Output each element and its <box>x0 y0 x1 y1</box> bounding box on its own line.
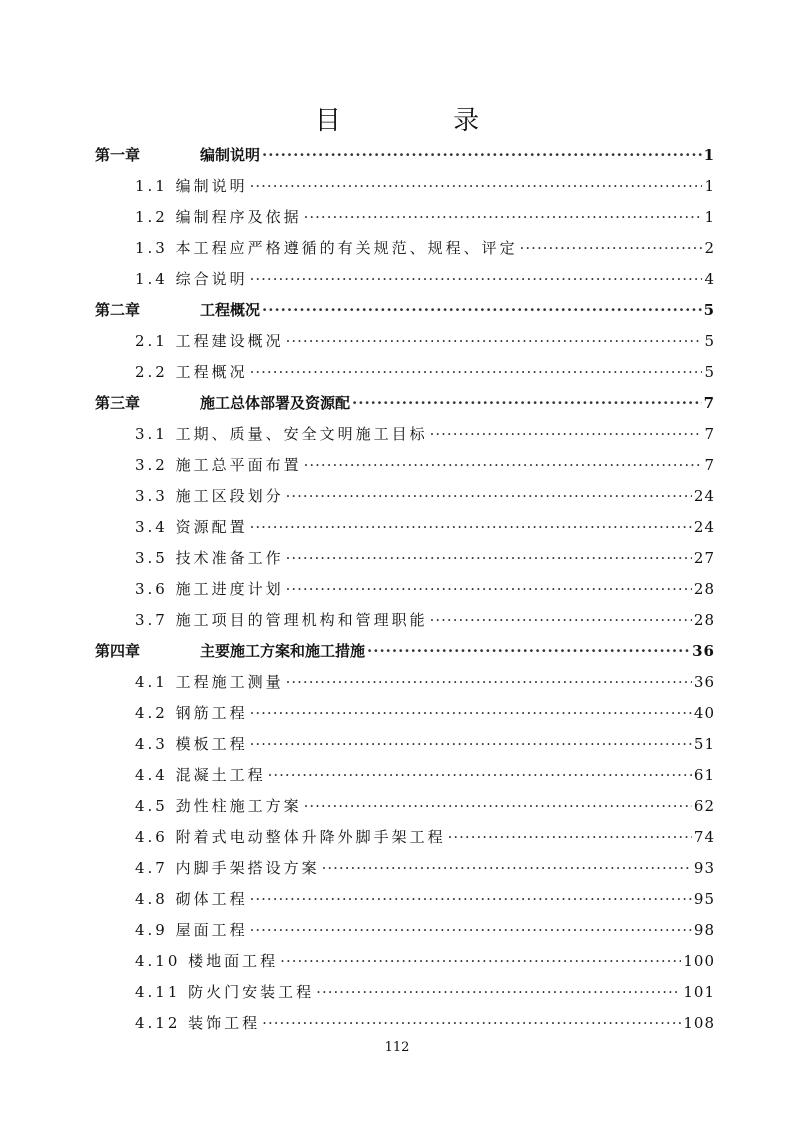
section-title: 2.2 工程概况 <box>135 363 248 381</box>
section-title: 4.1 工程施工测量 <box>135 673 284 691</box>
dot-leader <box>286 549 692 567</box>
toc-page-number: 4 <box>704 269 715 288</box>
section-title: 1.1 编制说明 <box>135 177 248 195</box>
toc-section-row[interactable] <box>0 883 794 914</box>
toc-page-number: 7 <box>704 424 715 443</box>
toc-page-number: 24 <box>693 517 715 536</box>
page-title: 目 录 <box>314 106 532 136</box>
toc-page-number: 74 <box>693 827 715 846</box>
dot-leader <box>262 146 702 164</box>
toc-section-row[interactable] <box>0 480 794 511</box>
toc-page-number: 5 <box>704 331 715 350</box>
toc-page-number: 2 <box>704 238 715 257</box>
dot-leader <box>280 952 681 970</box>
toc-page-number: 28 <box>693 579 715 598</box>
toc-page-number: 24 <box>693 486 715 505</box>
section-title: 3.6 施工进度计划 <box>135 580 284 598</box>
toc-page-number: 7 <box>704 455 715 474</box>
chapter-number: 第二章 <box>95 301 141 319</box>
dot-leader <box>250 518 692 536</box>
toc-section-row[interactable] <box>0 914 794 945</box>
section-title: 4.2 钢筋工程 <box>135 704 248 722</box>
dot-leader <box>430 425 703 443</box>
toc-page-number: 5 <box>703 300 715 319</box>
toc-section-row[interactable] <box>0 728 794 759</box>
toc-page-number: 40 <box>693 703 715 722</box>
toc-section-row[interactable] <box>0 604 794 635</box>
toc-section-row[interactable] <box>0 263 794 294</box>
toc-page-number: 61 <box>693 765 715 784</box>
toc-page-number: 28 <box>693 610 715 629</box>
section-title: 3.5 技术准备工作 <box>135 549 284 567</box>
dot-leader <box>430 611 692 629</box>
chapter-title: 施工总体部署及资源配 <box>200 394 351 412</box>
chapter-title: 编制说明 <box>200 146 261 164</box>
toc-chapter-row[interactable] <box>0 139 794 170</box>
toc-section-row[interactable] <box>0 449 794 480</box>
section-title: 3.4 资源配置 <box>135 518 248 536</box>
dot-leader <box>250 270 703 288</box>
toc-section-row[interactable] <box>0 201 794 232</box>
toc-section-row[interactable] <box>0 542 794 573</box>
dot-leader <box>367 642 690 660</box>
toc-page-number: 1 <box>703 145 715 164</box>
section-title: 4.4 混凝土工程 <box>135 766 266 784</box>
toc-section-row[interactable] <box>0 511 794 542</box>
toc-section-row[interactable] <box>0 821 794 852</box>
toc-section-row[interactable] <box>0 1007 794 1038</box>
section-title: 4.5 劲性柱施工方案 <box>135 797 302 815</box>
toc-page-number: 1 <box>704 176 715 195</box>
dot-leader <box>322 859 692 877</box>
dot-leader <box>448 828 692 846</box>
toc-page-number: 108 <box>683 1013 715 1032</box>
dot-leader <box>304 208 703 226</box>
toc-section-row[interactable] <box>0 356 794 387</box>
toc-section-row[interactable] <box>0 573 794 604</box>
dot-leader <box>250 363 703 381</box>
dot-leader <box>250 735 692 753</box>
section-title: 4.7 内脚手架搭设方案 <box>135 859 320 877</box>
dot-leader <box>268 766 692 784</box>
section-title: 4.11 防火门安装工程 <box>135 983 315 1001</box>
toc-section-row[interactable] <box>0 976 794 1007</box>
section-title: 4.6 附着式电动整体升降外脚手架工程 <box>135 828 446 846</box>
section-title: 1.4 综合说明 <box>135 270 248 288</box>
section-title: 4.10 楼地面工程 <box>135 952 279 970</box>
dot-leader <box>352 394 702 412</box>
section-title: 1.3 本工程应严格遵循的有关规范、规程、评定 <box>135 239 518 257</box>
toc-page-number: 98 <box>693 920 715 939</box>
toc-section-row[interactable] <box>0 170 794 201</box>
section-title: 3.3 施工区段划分 <box>135 487 284 505</box>
toc-section-row[interactable] <box>0 666 794 697</box>
dot-leader <box>304 456 703 474</box>
chapter-number: 第四章 <box>95 642 141 660</box>
dot-leader <box>262 301 702 319</box>
dot-leader <box>316 983 681 1001</box>
toc-section-row[interactable] <box>0 232 794 263</box>
chapter-number: 第三章 <box>95 394 141 412</box>
section-title: 3.7 施工项目的管理机构和管理职能 <box>135 611 428 629</box>
toc-page-number: 5 <box>704 362 715 381</box>
toc-page-number: 36 <box>693 672 715 691</box>
section-title: 3.1 工期、质量、安全文明施工目标 <box>135 425 428 443</box>
chapter-number: 第一章 <box>95 146 141 164</box>
toc-section-row[interactable] <box>0 697 794 728</box>
section-title: 3.2 施工总平面布置 <box>135 456 302 474</box>
chapter-title: 工程概况 <box>200 301 261 319</box>
section-title: 4.8 砌体工程 <box>135 890 248 908</box>
dot-leader <box>286 673 692 691</box>
toc-section-row[interactable] <box>0 759 794 790</box>
dot-leader <box>250 177 703 195</box>
toc-section-row[interactable] <box>0 945 794 976</box>
dot-leader <box>286 487 692 505</box>
toc-section-row[interactable] <box>0 852 794 883</box>
dot-leader <box>520 239 703 257</box>
section-title: 4.12 装饰工程 <box>135 1014 261 1032</box>
toc-chapter-row[interactable] <box>0 294 794 325</box>
toc-page-number: 93 <box>693 858 715 877</box>
page-number: 112 <box>384 1040 410 1055</box>
dot-leader <box>304 797 692 815</box>
toc-chapter-row[interactable] <box>0 387 794 418</box>
dot-leader <box>250 704 692 722</box>
dot-leader <box>250 921 692 939</box>
toc-page-number: 95 <box>693 889 715 908</box>
toc-page-number: 100 <box>683 951 715 970</box>
toc-chapter-row[interactable] <box>0 635 794 666</box>
toc-page-number: 7 <box>703 393 715 412</box>
toc-page-number: 36 <box>692 641 715 660</box>
section-title: 4.3 模板工程 <box>135 735 248 753</box>
dot-leader <box>262 1014 681 1032</box>
dot-leader <box>286 580 692 598</box>
toc-page-number: 51 <box>693 734 715 753</box>
dot-leader <box>250 890 692 908</box>
section-title: 2.1 工程建设概况 <box>135 332 284 350</box>
toc-section-row[interactable] <box>0 325 794 356</box>
toc-section-row[interactable] <box>0 418 794 449</box>
toc-page-number: 27 <box>693 548 715 567</box>
chapter-title: 主要施工方案和施工措施 <box>200 642 366 660</box>
toc-section-row[interactable] <box>0 790 794 821</box>
dot-leader <box>286 332 703 350</box>
toc-page-number: 1 <box>704 207 715 226</box>
toc-page-number: 62 <box>693 796 715 815</box>
section-title: 4.9 屋面工程 <box>135 921 248 939</box>
toc-page-number: 101 <box>683 982 715 1001</box>
section-title: 1.2 编制程序及依据 <box>135 208 302 226</box>
